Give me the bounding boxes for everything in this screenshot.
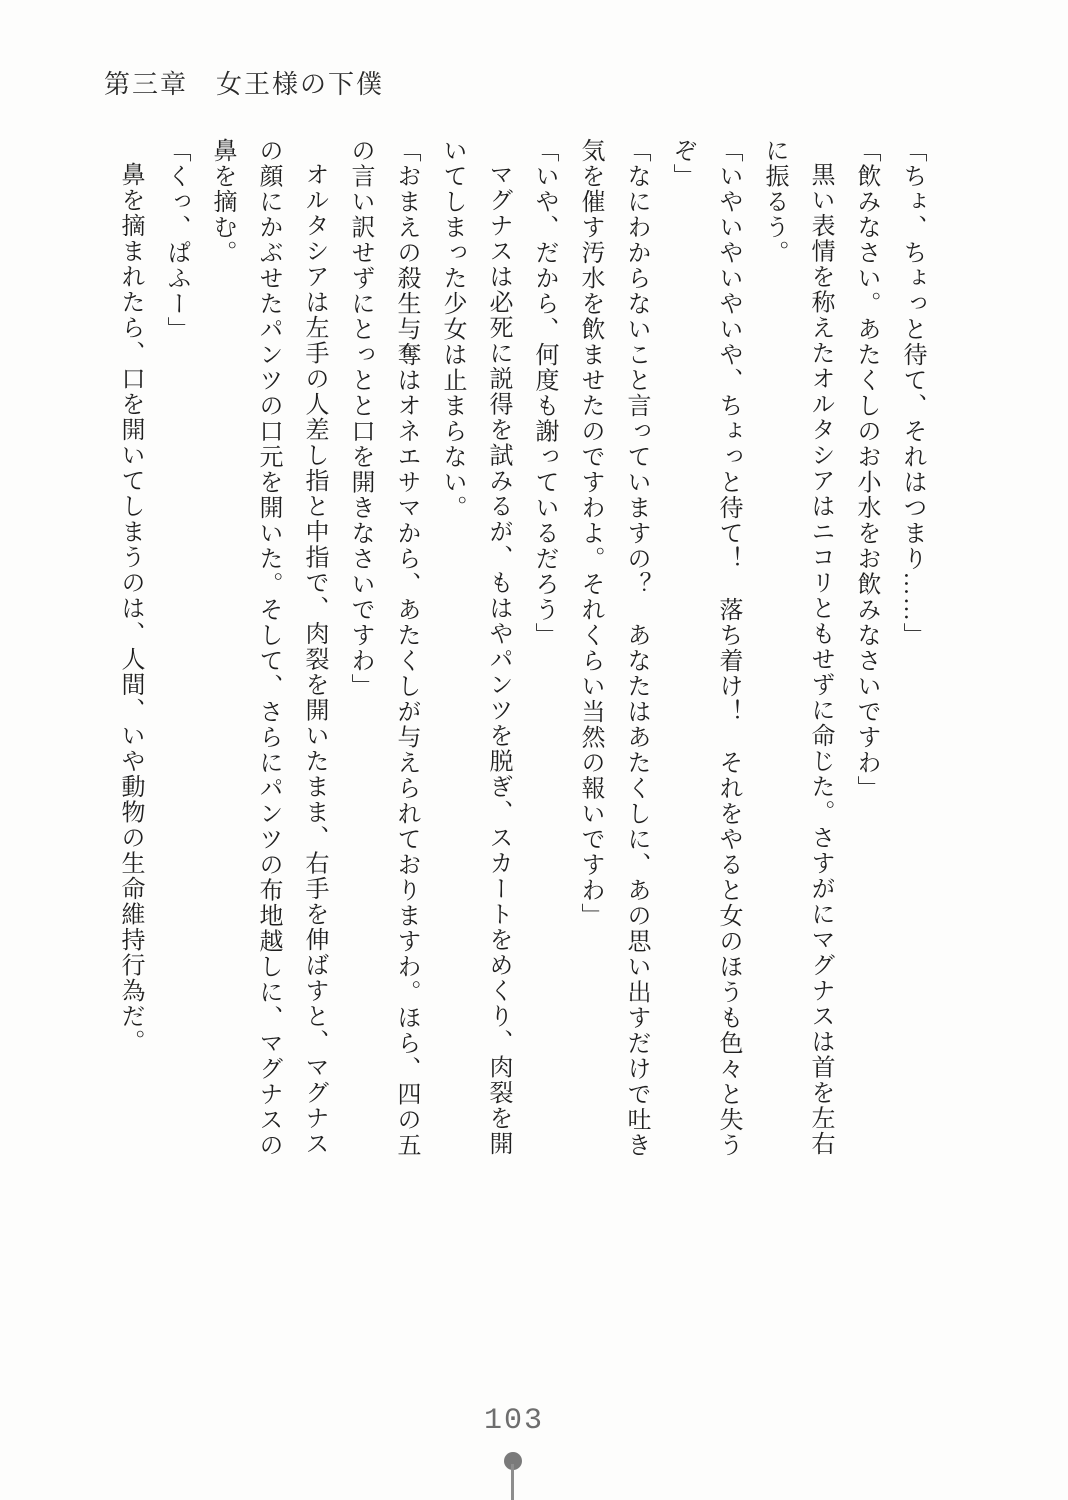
paragraph: 「くっ、ぱふー」	[163, 138, 189, 342]
chapter-header: 第三章 女王様の下僕	[104, 70, 385, 99]
paragraph: 「おまえの殺生与奪はオネエサマから、あたくしが与えられておりますわ。ほら、四の五の言い訳せずにとっとと口を開きなさいですわ」	[347, 138, 419, 1158]
footer-stem-line	[511, 1464, 514, 1500]
paragraph: 「いやいやいやいや、ちょっと待て！ 落ち着け！ それをやると女のほうも色々と失うぞ」	[669, 138, 741, 1158]
paragraph: 「ちょ、ちょっと待て、それはつまり……」	[899, 138, 925, 648]
paragraph: 「いや、だから、何度も謝っているだろう」	[531, 138, 557, 648]
paragraph: 鼻を摘まれたら、口を開いてしまうのは、人間、いや動物の生命維持行為だ。	[117, 162, 143, 1055]
paragraph: 「なにわからないこと言っていますの？ あなたはあたくしに、あの思い出すだけで吐き気を催す汚水を飲ませたのですわよ。それくらい当然の報いですわ」	[577, 138, 649, 1158]
paragraph: 「飲みなさい。あたくしのお小水をお飲みなさいですわ」	[853, 138, 879, 801]
paragraph: マグナスは必死に説得を試みるが、もはやパンツを脱ぎ、スカートをめくり、肉裂を開いてしまった少女は止まらない。	[439, 138, 511, 1157]
paragraph: オルタシアは左手の人差し指と中指で、肉裂を開いたまま、右手を伸ばすと、マグナスの顔にかぶせたパンツの口元を開いた。そして、さらにパンツの布地越しに、マグナスの鼻を摘む。	[209, 138, 327, 1158]
paragraph: 黒い表情を称えたオルタシアはニコリともせずに命じた。さすがにマグナスは首を左右に振るう。	[761, 138, 833, 1157]
page-body-text	[107, 138, 935, 1170]
page-number: 103	[483, 1404, 544, 1438]
